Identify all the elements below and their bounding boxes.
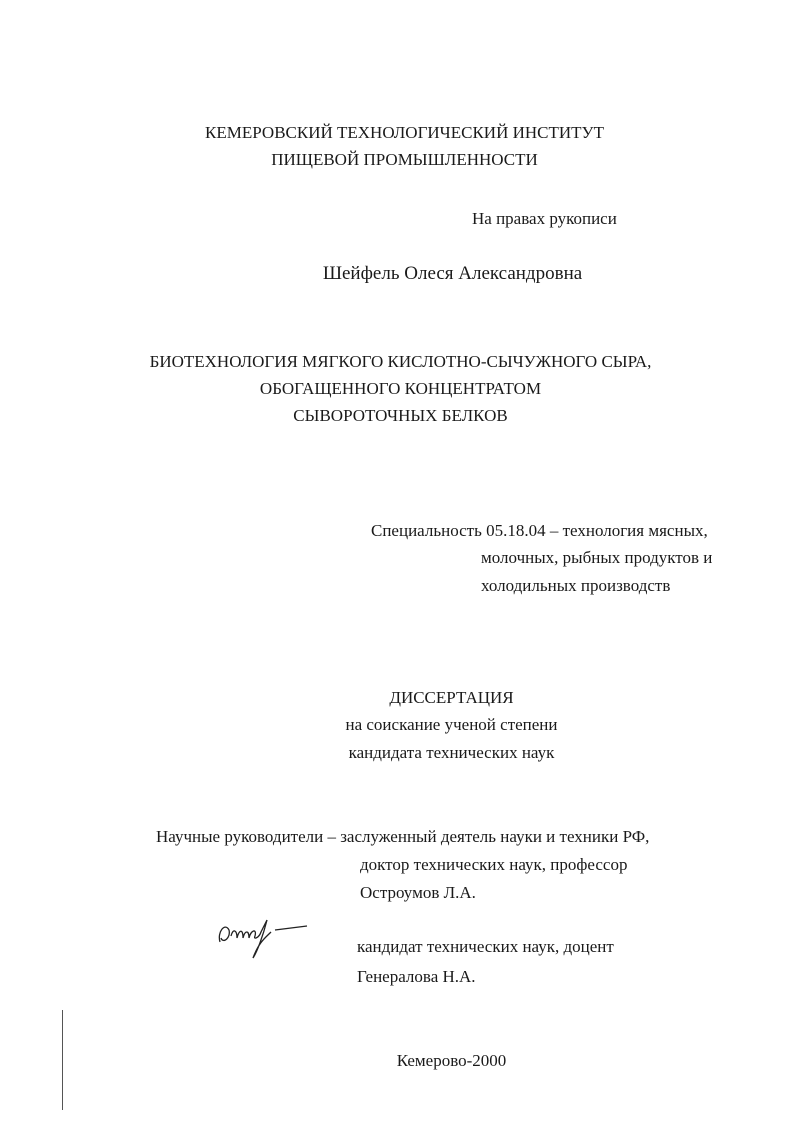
supervisors-line-4: кандидат технических наук, доцент — [357, 937, 614, 956]
title-line-3: СЫВОРОТОЧНЫХ БЕЛКОВ — [293, 406, 508, 425]
specialty-line-1: Специальность 05.18.04 – технология мясных, — [371, 521, 708, 540]
supervisors-line-2: доктор технических наук, профессор — [360, 855, 628, 874]
handwritten-signature — [215, 912, 315, 962]
degree-line-2: на соискание ученой степени — [345, 715, 558, 734]
scan-edge-line — [62, 1010, 63, 1110]
title-line-1: БИОТЕХНОЛОГИЯ МЯГКОГО КИСЛОТНО-СЫЧУЖНОГО СЫРА, — [149, 352, 652, 371]
manuscript-note: На правах рукописи — [472, 209, 617, 228]
specialty-line-3: холодильных производств — [481, 576, 671, 595]
specialty-line-2: молочных, рыбных продуктов и — [481, 548, 713, 567]
supervisors-line-3: Остроумов Л.А. — [360, 883, 476, 902]
degree-line-3: кандидата технических наук — [348, 743, 555, 762]
city-year: Кемерово-2000 — [396, 1051, 507, 1070]
institute-line-2: ПИЩЕВОЙ ПРОМЫШЛЕННОСТИ — [271, 150, 538, 169]
title-line-2: ОБОГАЩЕННОГО КОНЦЕНТРАТОМ — [259, 379, 542, 398]
author-name: Шейфель Олеся Александровна — [322, 263, 583, 284]
degree-line-1: ДИССЕРТАЦИЯ — [389, 688, 514, 707]
supervisors-line-1: Научные руководители – заслуженный деятель науки и техники РФ, — [156, 827, 650, 846]
supervisors-line-5: Генералова Н.А. — [357, 967, 476, 986]
institute-line-1: КЕМЕРОВСКИЙ ТЕХНОЛОГИЧЕСКИЙ ИНСТИТУТ — [205, 123, 604, 142]
